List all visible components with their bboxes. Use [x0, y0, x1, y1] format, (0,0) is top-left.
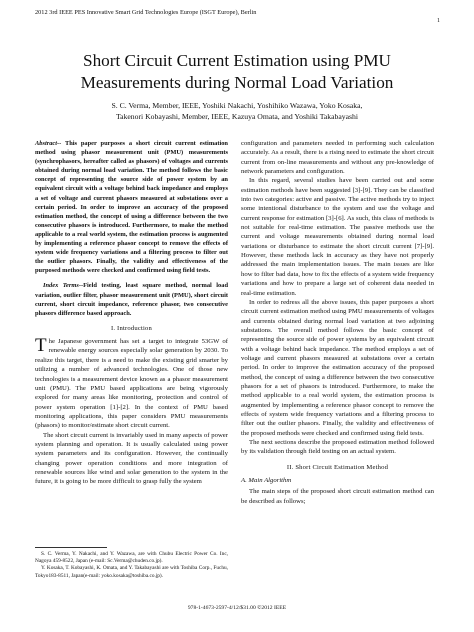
intro-paragraph-1: [35, 337, 228, 430]
index-terms-lead: Index Terms: [43, 282, 79, 290]
copyright-footer: 978-1-4673-2597-4/12/$31.00 ©2012 IEEE: [187, 605, 287, 611]
intro-paragraph-6: The next sections describe the proposed estimation method followed by its validation through field testing on an actual system.: [241, 439, 434, 456]
intro-paragraph-4: In this regard, several studies have been carried out and some estimation methods have been suggested [3]-[9]. They can be classified into two categories: active and passive. The active methods try to inject some intentional disturbance to the system and use the voltage and current response for estimation [3]-[6]. As such, this class of methods is not suitable for real-time estimation. The passive methods use the current and voltage measurements obtained during normal load variations or disturbance to estimate the short circuit current [7]-[9]. However, these methods lack in accuracy as they have not properly addressed the main implementation issues. The main issues are like how to filter bad data, how to fix the effects of a system wide frequency variations and how to prepare a large set of coherent data needed in real-time estimation.: [241, 177, 434, 297]
page-number: 1: [437, 18, 440, 24]
author-list: [30, 101, 444, 122]
footnote-rule: [35, 547, 107, 548]
abstract-text: -- This paper purposes a short circuit current estimation method using phasor measurement unit (PMU) measurements (synchrophasors, hereafter called as phasors) of voltages and currents obtained during normal load variation. The method follows the basic concept of representing the source side of power system by an equivalent circuit with a voltage behind back impedance and employs a set of voltage and current phasors measured at substations over a certain period. In order to improve an accuracy of the proposed estimation method, the concept of using a difference between the two consecutive phasors is introduced. Furthermore, to make the method applicable to a real world system, the estimation process is augmented by implementing a reference phasor concept to remove the effects of system wide frequency variations and a filtering process to filter out the outlier phasors. Finally, the validity and effectiveness of the purposed methods were checked and confirmed using field tests.: [35, 140, 228, 275]
abstract-lead: Abstract: [35, 140, 58, 147]
method-paragraph-1: The main steps of the proposed short circuit estimation method can be described as follows;: [241, 488, 434, 505]
intro-paragraph-2: The short circuit current is invariably used in many aspects of power system planning and operation. It is usually calculated using power system parameters and its configuration. However, the continually changing power operation conditions and more integration of renewable sources like wind and solar generation to the system in the future, it is going to be more difficult to grasp fully the system: [35, 431, 228, 486]
subsection-heading-main-algorithm: A. Main Algorithm: [241, 477, 292, 485]
title-line-2: Measurements during Normal Load Variation: [80, 73, 394, 92]
drop-cap: T: [35, 335, 47, 357]
author-line-1: S. C. Verma, Member, IEEE, Yoshiki Nakachi, Yoshihiko Wazawa, Yoko Kosaka,: [111, 101, 363, 110]
footnotes: [35, 551, 228, 580]
author-line-2: Takenori Kobayashi, Member, IEEE, Kazuya Omata, and Yoshiki Takabayashi: [115, 111, 359, 121]
intro-paragraph-1-text: he Japanese government has set a target to integrate 53GW of renewable energy sources especially solar generation by 2030. To realize this target, there is a need to make the existing grid smarter by utilizing a number of advanced technologies. One of those new technologies is a measurement device known as a phasor measurement unit (PMU). The PMU based applications are being vigorously explored for many areas like monitoring, protection and control of power system operation [1]-[2]. In the context of PMU based monitoring applications, this paper considers PMU measurements (phasors) to monitor/estimate short circuit current.: [35, 338, 228, 430]
abstract: [35, 139, 228, 275]
index-terms-text: --Field testing, least square method, normal load variation, outlier filter, phasor measurement unit (PMU), short circuit current, short circuit impedance, reference phasor, two consecutive phasors difference based approach.: [35, 282, 229, 317]
running-head: 2012 3rd IEEE PES Innovative Smart Grid Technologies Europe (ISGT Europe), Berlin: [35, 9, 257, 16]
title-line-1: Short Circuit Current Estimation using PMU: [83, 51, 391, 70]
right-column: [241, 139, 434, 506]
paper-title: [30, 50, 444, 94]
section-heading-estimation-method: II. Short Circuit Estimation Method: [286, 463, 389, 471]
footnote-2: Y. Kosaka, T. Kobayashi, K. Omata, and Y. Takabayashi are with Toshiba Corp., Fuchu, Tokyo183-8511, Japan(e-mail: yoko.kosaka@toshiba.co.jp).: [35, 565, 228, 579]
intro-paragraph-5: In order to redress all the above issues, this paper purposes a short circuit current estimation method using PMU measurements of voltages and currents obtained during normal load variation at two adjoining substations. The overall method follows the basic concept of representing the source side of power systems by an equivalent circuit with a voltage behind back impedance. The method employs a set of voltage and current phasors measured at substations over a certain period. In order to improve the estimation accuracy of the proposed method, the concept of using a difference between the two consecutive phasors for a set of phasors is introduced. Furthermore, to make the method applicable to a real world system, the estimation process is augmented by implementing a reference phasor concept to remove the effects of system wide frequency variations and a filtering process to filter out the outlier phasors. Finally, the validity and effectiveness of the proposed methods were checked and confirmed using field tests.: [241, 298, 434, 437]
intro-paragraph-3: configuration and parameters needed in performing such calculation accurately. As a result, there is a rising need to estimate the short circuit current from on-line measurements and without any pre-knowledge of network parameters and configuration.: [241, 140, 434, 176]
left-column: [35, 139, 228, 487]
section-heading-introduction: I. Introduction: [110, 324, 153, 332]
index-terms: [35, 281, 228, 317]
footnote-1: S. C. Verma, Y. Nakachi, and Y. Wazawa, are with Chubu Electric Power Co. Inc, Nagoya 459-8522, Japan (e-mail: Sc.Verma@chuden.co.jp).: [35, 551, 228, 565]
